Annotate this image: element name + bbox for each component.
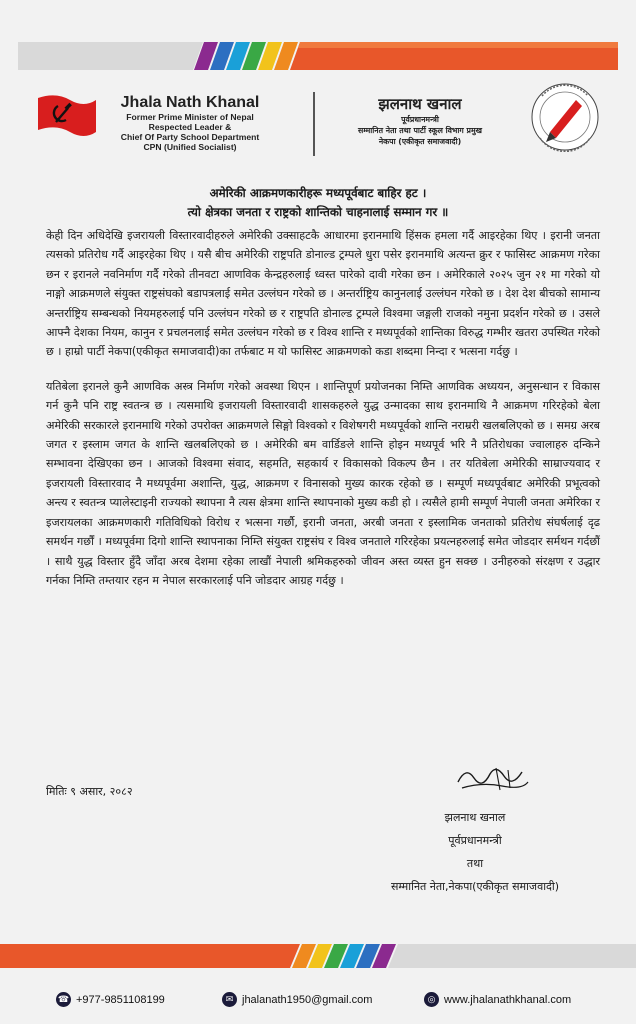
nepali-line: नेकपा (एकीकृत समाजवादी)	[378, 137, 462, 146]
body-paragraph-2: यतिबेला इरानले कुनै आणविक अस्त्र निर्माण गरेको अवस्था थिएन । शान्तिपूर्ण प्रयोजनका निम्ति आणविक अध्ययन, अनुसन्धान र विकास गर्न कुनै पनि राष्ट्र स्वतन्त्र छ । त्यसमाथि इजरायली विस्तारवादी शासकहरुले युद्ध उन्मादका साथ इरानमाथि नै आक्रमण गरिरहेको बेला अमेरिकी सरकारले इरानमाथि गरेको उपरोक्त आक्रमणले सिङ्गो विश्वको र विशेषगरी मध्यपूर्वको शान्ति नराम्ररी खलबलिएको छ । समग्र अरब जगत र इस्लाम जगत के शान्ति खलबलिएको छ । अमेरिकी बम वार्डिङले शान्ति होइन मध्यपूर्व भरि नै प्रतिरोधका ज्वालाहरु दन्किने सम्भावना देखिएका छन । आजको विश्वमा संवाद, सहमति, सहकार्य र विकासको विकल्प छैन । तर यतिबेला अमेरिकी साम्राज्यवाद र इजरायली विस्तारवाद नै मध्यपूर्वमा अशान्ति, युद्ध, आक्रमण र विनासको मुख्य कारक रहेको छ । सम्पूर्ण मध्यपूर्वबाट अमेरिकी प्रभूत्वको अन्त्य र स्वतन्त्र प्यालेस्टाइनी राज्यको स्थापना नै त्यस क्षेत्रमा शान्ति स्थापनाको मुख्य कडी हो । त्यसैले हामी सम्पूर्ण नेपाली जनता अमेरिका र इजरायलका आक्रमणकारी गतिविधिको विरोध र भत्सना गर्छौ, इरानी जनता, अरबी जनता र इस्लामिक जनताको प्रतिरोध संघर्षलाई दृढ समर्थन गर्छौं । मध्यपूर्वमा दिगो शान्ति स्थापनाका निम्ति संयुक्त राष्ट्रसंघ र विश्व जनताले गरिरहेका प्रयत्नहरुलाई समेत जोडदार सर्मथन गर्दछौं । साथै युद्ध विस्तार हुँदै जाँदा अरब देशमा रहेका लाखौं नेपाली श्रमिकहरुको जीवन अस्त व्यस्त हुन सक्छ । उनीहरुको संरक्षण र उद्धार गर्नका निम्ति तम्तयार रहन म नेपाल सरकारलाई पनि जोडदार आग्रह गर्दछु ।	[46, 379, 600, 587]
letterhead	[0, 78, 636, 168]
english-name: Jhala Nath Khanal	[120, 94, 260, 111]
footer-email	[222, 992, 372, 1007]
signatory-title: पूर्वप्रधानमन्त्री	[448, 834, 502, 847]
phone-number: +977-9851108199	[76, 993, 165, 1006]
email-address[interactable]: jhalanath1950@gmail.com	[242, 993, 373, 1006]
body-paragraph-1: केही दिन अधिदेखि इजरायली विस्तारवादीहरुले अमेरिकी उक्साहटकै आधारमा इरानमाथि हिंसक हमला गर्दै आइरहेका थिए । इरानी जनता त्यसको प्रतिरोध गर्दै आइरहेका थिए । यसै बीच अमेरिकी राष्ट्रपति डोनाल्ड ट्रम्पले धुरा पसेर इरानमाथि अत्यन्त क्रुर र फासिस्ट आक्रमण गरेका छन र इरानले नवनिर्माण गर्दै गरेको तीनवटा आणविक केन्द्रहरुलाई ध्वस्त पारेको दावी गरेका छन । अमेरिकाले २०२५ जुन २१ मा गरेको यो नाङ्गो आक्रमणले संयुक्त राष्ट्रसंघको बडापत्रलाई समेत उल्लंघन गरेको छ । अन्तर्राष्ट्रिय कानुनलाई उल्लंघन गरेको छ । देश देश बीचको सामान्य अन्तर्राष्ट्रिय सम्बन्धको नियमहरुलाई पनि उल्लंघन गरेको छ र राष्ट्रपति डोनाल्ड ट्रम्पले विश्वमा जङ्गली राजको नमुना प्रदर्शन गरेको छ । उसले आफ्नै देशका नियम, कानुन र प्रचलनलाई समेत उल्लंघन गरेको छ र विश्व शान्ति र मध्यपूर्वको शान्तिका विरुद्ध गम्भीर खतरा उपस्थित गरेको छ । हाम्रो पार्टी नेकपा(एकीकृत समाजवादी)का तर्फबाट म यो फासिस्ट आक्रमणको कडा शब्दमा निन्दा र भत्सना गर्दछु ।	[46, 229, 600, 359]
top-color-stripe	[18, 36, 618, 72]
website-link[interactable]: www.jhalanathkhanal.com	[444, 993, 572, 1006]
footer-website	[424, 992, 571, 1007]
bottom-color-stripe	[0, 940, 636, 970]
title-line-1: अमेरिकी आक्रमणकारीहरू मध्यपूर्वबाट बाहिर हट ।	[209, 186, 427, 200]
nepali-name: झलनाथ खनाल	[378, 95, 462, 113]
statement-title	[0, 184, 636, 222]
party-seal-pen-icon	[530, 82, 600, 152]
signatory-role: सम्मानित नेता,नेकपा(एकीकृत समाजवादी)	[390, 880, 560, 893]
nepali-line: पूर्वप्रधानमन्त्री	[401, 115, 439, 124]
hammer-sickle-flag-icon	[36, 92, 98, 142]
signatory-conjunction: तथा	[466, 857, 484, 870]
signature-block	[360, 806, 590, 898]
globe-icon: ◎	[424, 992, 439, 1007]
phone-icon: ☎	[56, 992, 71, 1007]
english-line: Former Prime Minister of Nepal	[126, 112, 254, 122]
date-line: मितिः ९ असार, २०८२	[46, 785, 133, 798]
contact-footer	[0, 988, 636, 1012]
footer-phone	[56, 992, 165, 1007]
english-line: Chief Of Party School Department	[120, 132, 260, 142]
english-line: CPN (Unified Socialist)	[143, 142, 237, 152]
handwritten-signature	[452, 760, 532, 794]
title-line-2: त्यो क्षेत्रका जनता र राष्ट्रको शान्तिको चाहनालाई सम्मान गर ॥	[187, 205, 449, 219]
english-name-block	[100, 94, 280, 152]
email-icon: ✉	[222, 992, 237, 1007]
english-line: Respected Leader &	[148, 122, 232, 132]
statement-body	[46, 226, 600, 605]
nepali-name-block	[320, 94, 520, 147]
nepali-line: सम्मानित नेता तथा पार्टी स्कूल विभाग प्रमुख	[357, 126, 483, 135]
header-divider	[313, 92, 315, 156]
signatory-name: झलनाथ खनाल	[444, 811, 506, 824]
